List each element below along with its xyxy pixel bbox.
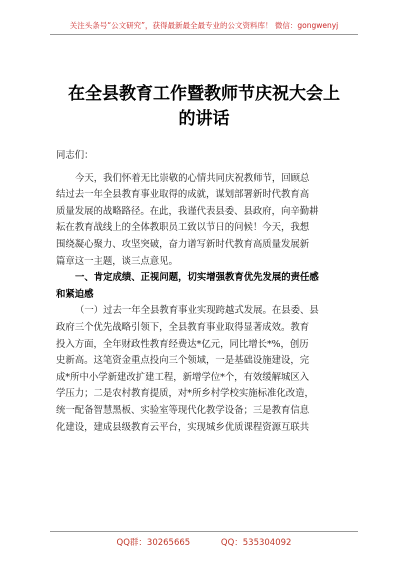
footer-contact	[0, 536, 408, 548]
footer-qq: QQ：535304092	[220, 538, 292, 548]
paragraph-line: 质量发展的战略路径。在此，我谨代表县委、县政府，向辛勤耕	[56, 205, 319, 217]
paragraph-line: 今天，我们怀着无比崇敬的心情共同庆祝教师节，回顾总	[75, 172, 310, 184]
footer-divider	[50, 531, 358, 532]
footer-qq-group: QQ群：30265665	[116, 538, 191, 548]
paragraph-line: 结过去一年全县教育事业取得的成就，谋划部署新时代教育高	[56, 189, 310, 201]
paragraph-1	[56, 171, 368, 271]
section-heading-1	[56, 270, 368, 303]
header-divider	[50, 34, 358, 35]
section-heading-line: 和紧迫感	[56, 288, 94, 300]
section-heading-line: 一、肯定成绩、正视问题，切实增强教育优先发展的责任感	[75, 272, 319, 284]
paragraph-line: 成*所中小学新建改扩建工程，新增学位*个，有效缓解城区入	[56, 371, 310, 383]
title-line-2: 的讲话	[178, 109, 230, 129]
paragraph-line: 史新高。这笔资金重点投向三个领域，一是基础设施建设，完	[56, 355, 310, 367]
paragraph-line: 围绕凝心聚力、攻坚突破，奋力谱写新时代教育高质量发展新	[56, 238, 310, 250]
paragraph-line: 化建设，建成县级教育云平台，实现城乡优质课程资源互联共	[56, 421, 310, 433]
paragraph-line: 篇章这一主题，谈三点意见。	[56, 255, 178, 267]
paragraph-line: （一）过去一年全县教育事业实现跨越式发展。在县委、县	[75, 305, 319, 317]
document-body	[56, 148, 368, 436]
title-line-1: 在全县教育工作暨教师节庆祝大会上	[68, 84, 340, 104]
paragraph-line: 学压力；二是农村教育提质，对*所乡村学校实施标准化改造，	[56, 388, 314, 400]
paragraph-line: 投入方面，全年财政性教育经费达*亿元，同比增长*%，创历	[56, 338, 309, 350]
paragraph-line: 政府三个优先战略引领下，全县教育事业取得显著成效。教育	[56, 321, 310, 333]
header-note: 关注头条号“公文研究”，获得最新最全最专业的公文资料库！ 微信：gongwenyj	[69, 21, 339, 30]
document-title	[40, 82, 368, 132]
paragraph-2	[56, 303, 368, 436]
salutation: 同志们：	[56, 150, 94, 161]
paragraph-line: 统一配备智慧黑板、实验室等现代化教学设备；三是教育信息	[56, 404, 310, 416]
paragraph-line: 耘在教育战线上的全体教职员工致以节日的问候！今天，我想	[56, 222, 310, 234]
